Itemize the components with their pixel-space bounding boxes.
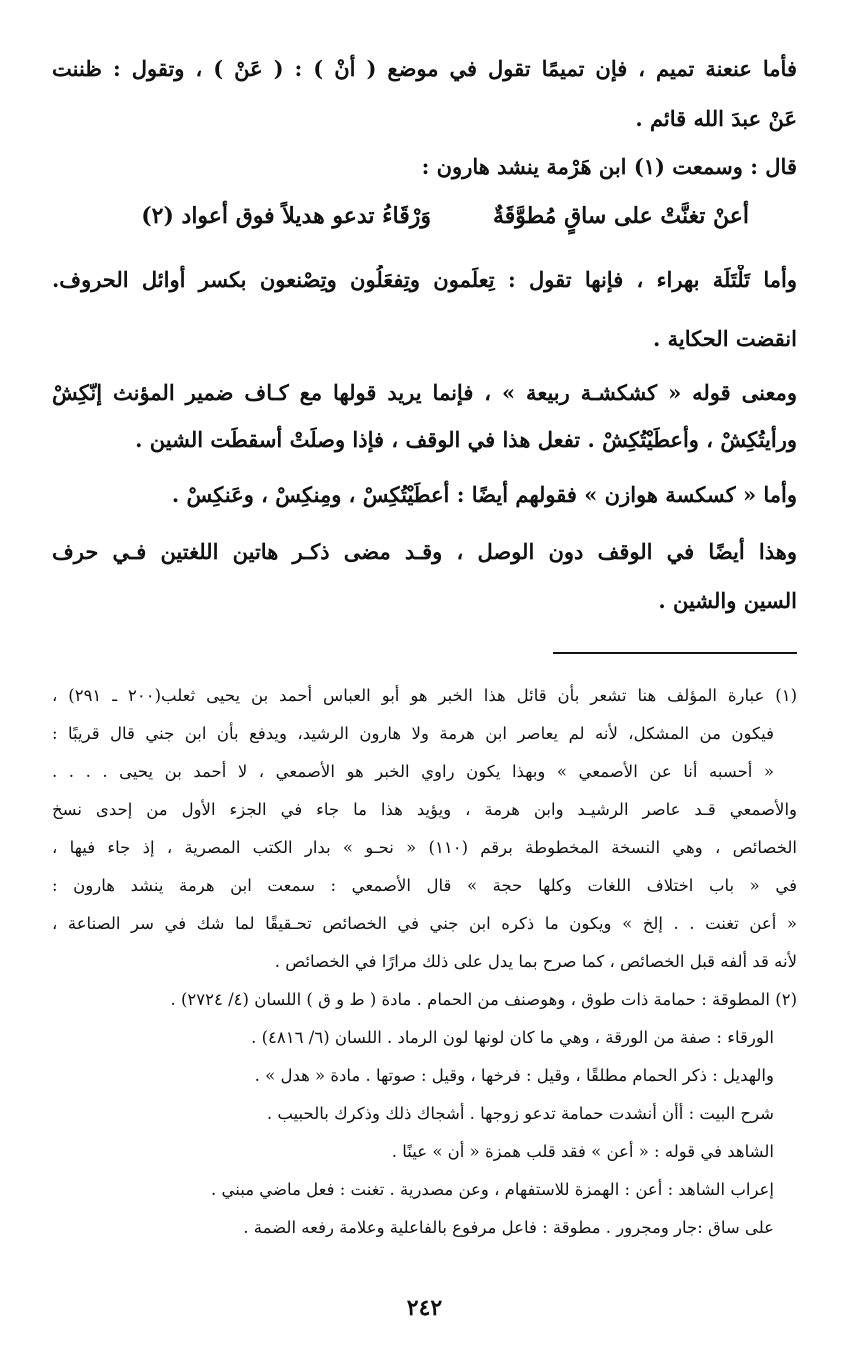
footnote-line: « أعن تغنت . . إلخ » ويكون ما ذكره ابن جني في الخصائص تحـقيقًا لما شك في سر الصناعة ، — [52, 914, 797, 933]
main-text-line: قال : وسمعت (١) ابن هَرْمة ينشد هارون : — [421, 154, 797, 179]
footnote-line: (٢) المطوقة : حمامة ذات طوق ، وهوصنف من الحمام . مادة ( ط و ق ) اللسان (٤/ ٢٧٢٤) . — [170, 990, 797, 1009]
footnote-line: إعراب الشاهد : أعن : الهمزة للاستفهام ، وعن مصدرية . تغنت : فعل ماضي مبني . — [211, 1180, 774, 1199]
page-number: ٢٤٢ — [406, 1295, 443, 1321]
verse-second-hemistich: وَرْقَاءُ تدعو هديلاً فوق أعواد (٢) — [141, 203, 431, 229]
main-text-line: ومعنى قوله « كشكشـة ربيعة » ، فإنما يريد قولها مع كـاف ضمير المؤنث إنّكِشْ — [52, 380, 797, 405]
footnote-line: فيكون من المشكل، لأنه لم يعاصر ابن هرمة ولا هارون الرشيد، ويدفع بأن ابن جني قال قريبًا : — [52, 724, 774, 743]
footnote-line: الورقاء : صفة من الورقة ، وهي ما كان لونها لون الرماد . اللسان (٦/ ٤٨١٦) . — [251, 1028, 774, 1047]
footnote-line: والأصمعي قـد عاصر الرشيـد وابن هرمة ، ويؤيد هذا ما جاء في الجزء الأول من إحدى نسخ — [52, 800, 797, 819]
footnote-separator — [553, 652, 797, 654]
footnote-line: « أحسبه أنا عن الأصمعي » وبهذا يكون راوي الخبر هو الأصمعي ، لا أحمد بن يحيى . . . . — [52, 762, 774, 781]
main-text-line: وأما « كسكسة هوازن » فقولهم أيضًا : أعطَيْتُكِسْ ، ومِنكِسْ ، وعَنكِسْ . — [171, 482, 797, 507]
footnote-line: والهديل : ذكر الحمام مطلقًا ، وقيل : فرخها ، وقيل : صوتها . مادة « هدل » . — [254, 1066, 774, 1085]
footnote-line: الخصائص ، وهي النسخة المخطوطة برقم (١١٠) « نحـو » بدار الكتب المصرية ، إذ جاء فيها ، — [52, 838, 797, 857]
main-text-line: انقضت الحكاية . — [653, 326, 797, 351]
main-text-line: وأما تَلْتَلَة بهراء ، فإنها تقول : تِعلَمون وتِفعَلُون وتِصْنعون بكسر أوائل الحروف. — [52, 267, 797, 292]
footnote-line: في « باب اختلاف اللغات وكلها حجة » قال الأصمعي : سمعت ابن هرمة ينشد هارون : — [52, 876, 797, 895]
main-text-line: وهذا أيضًا في الوقف دون الوصل ، وقـد مضى ذكـر هاتين اللغتين فـي حرف — [52, 539, 797, 564]
footnote-line: الشاهد في قوله : « أعن » فقد قلب همزة « أن » عينًا . — [391, 1142, 774, 1161]
main-text-line: ورأيتُكِشْ ، وأعطَيْتُكِشْ . تفعل هذا في الوقف ، فإذا وصلَتْ أسقطَت الشين . — [135, 427, 797, 452]
main-text-line: فأما عنعنة تميم ، فإن تميمًا تقول في موضع ( أنْ ) : ( عَنْ ) ، وتقول : ظننت — [52, 56, 797, 81]
main-text-line: السين والشين . — [658, 588, 797, 613]
footnote-line: شرح البيت : أأن أنشدت حمامة تدعو زوجها . أشجاك ذلك وذكرك بالحبيب . — [266, 1104, 774, 1123]
main-text-line: عَنْ عبدَ الله قائم . — [635, 106, 797, 131]
footnote-line: لأنه قد ألفه قبل الخصائص ، كما صرح بما يدل على ذلك مرارًا في الخصائص . — [274, 952, 797, 971]
verse-first-hemistich: أعنْ تغنَّتْ على ساقٍ مُطوَّقَةٌ — [492, 203, 749, 229]
footnote-line: (١) عبارة المؤلف هنا تشعر بأن قائل هذا الخبر هو أبو العباس أحمد بن يحيى ثعلب(٢٠٠ ـ ٢٩١) ، — [52, 686, 797, 705]
footnote-line: على ساق :جار ومجرور . مطوقة : فاعل مرفوع بالفاعلية وعلامة رفعه الضمة . — [243, 1218, 774, 1237]
